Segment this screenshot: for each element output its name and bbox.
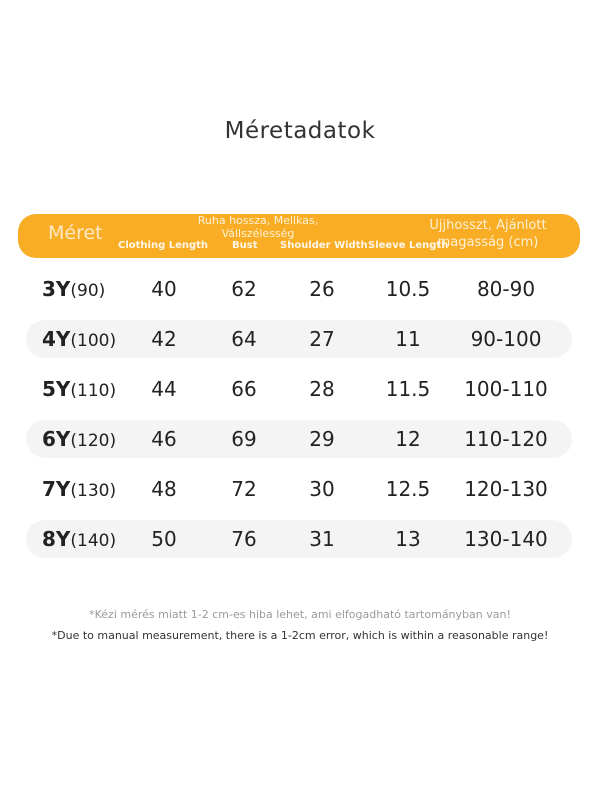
table-row: [26, 320, 572, 358]
header-clothing-length: Clothing Length: [118, 240, 209, 251]
sleeve-cell: 11: [395, 327, 421, 351]
shoulder-cell: 26: [309, 277, 335, 301]
length-cell: 48: [151, 477, 177, 501]
header-overlay-sleeve-height: Ujjhosszt, Ajánlott magasság (cm): [429, 218, 547, 250]
header-size-label: Méret: [48, 222, 103, 244]
bust-cell: 76: [231, 527, 257, 551]
sleeve-cell: 12: [395, 427, 421, 451]
table-row: [26, 420, 572, 458]
recommended-height-cell: 90-100: [470, 327, 542, 351]
bust-cell: 64: [231, 327, 257, 351]
recommended-height-cell: 80-90: [476, 277, 536, 301]
size-table: [26, 270, 572, 570]
table-row: [26, 520, 572, 558]
recommended-height-cell: 120-130: [464, 477, 548, 501]
recommended-height-cell: 130-140: [464, 527, 548, 551]
shoulder-cell: 31: [309, 527, 335, 551]
length-cell: 40: [151, 277, 177, 301]
sleeve-cell: 10.5: [385, 277, 431, 301]
header-sleeve-length: Sleeve Length: [368, 240, 449, 251]
size-cell: 6Y(120): [42, 427, 117, 451]
recommended-height-cell: 110-120: [464, 427, 548, 451]
table-row: [26, 270, 572, 308]
size-cell: 5Y(110): [42, 377, 117, 401]
shoulder-cell: 27: [309, 327, 335, 351]
table-row: [26, 470, 572, 508]
header-overlay-measurements: Ruha hossza, Mellkas, Vállszélesség: [197, 214, 319, 240]
header-shoulder-width: Shoulder Width: [280, 240, 368, 251]
table-row: [26, 370, 572, 408]
length-cell: 42: [151, 327, 177, 351]
length-cell: 50: [151, 527, 177, 551]
bust-cell: 72: [231, 477, 257, 501]
length-cell: 44: [151, 377, 177, 401]
bust-cell: 62: [231, 277, 257, 301]
size-cell: 4Y(100): [42, 327, 117, 351]
header-bust: Bust: [232, 240, 258, 251]
sleeve-cell: 11.5: [385, 377, 431, 401]
size-cell: 8Y(140): [42, 527, 117, 551]
bust-cell: 69: [231, 427, 257, 451]
size-cell: 3Y(90): [42, 277, 106, 301]
measurement-note-hungarian: *Kézi mérés miatt 1-2 cm-es hiba lehet, ami elfogadható tartományban van!: [89, 608, 511, 621]
shoulder-cell: 28: [309, 377, 335, 401]
shoulder-cell: 30: [309, 477, 335, 501]
shoulder-cell: 29: [309, 427, 335, 451]
length-cell: 46: [151, 427, 177, 451]
table-header: [18, 214, 580, 258]
size-cell: 7Y(130): [42, 477, 117, 501]
bust-cell: 66: [231, 377, 257, 401]
recommended-height-cell: 100-110: [464, 377, 548, 401]
page-title: Méretadatok: [224, 118, 376, 144]
sleeve-cell: 12.5: [385, 477, 431, 501]
sleeve-cell: 13: [395, 527, 421, 551]
measurement-note-english: *Due to manual measurement, there is a 1-2cm error, which is within a reasonable range!: [51, 629, 549, 642]
